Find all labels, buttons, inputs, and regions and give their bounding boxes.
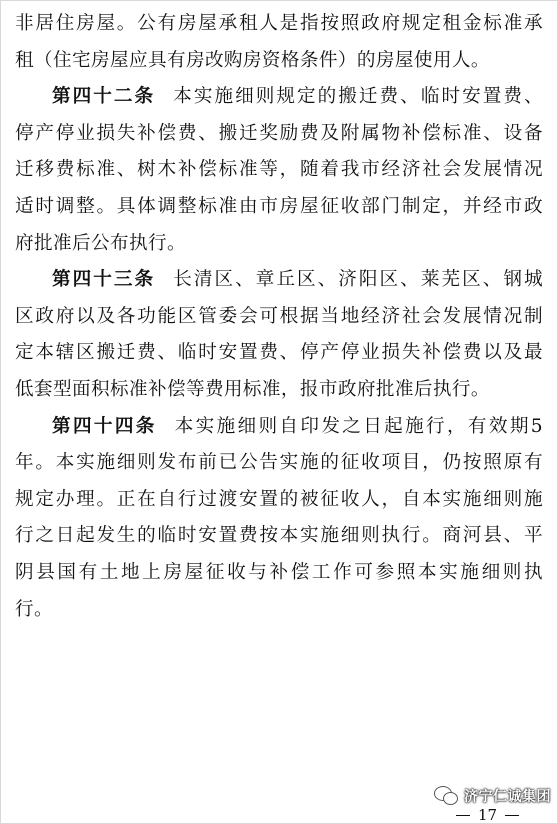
- text-line: 适时调整。具体调整标准由市房屋征收部门制定，并经市政: [15, 195, 543, 217]
- text-line: 行之日起发生的临时安置费按本实施细则执行。商河县、平: [15, 525, 543, 547]
- text-line: 行。: [15, 598, 53, 620]
- article-44-line: [15, 409, 543, 446]
- document-body: [15, 6, 543, 628]
- article-43-text: 长清区、章丘区、济阳区、莱芜区、钢城: [173, 269, 543, 291]
- article-42-line: [15, 79, 543, 116]
- watermark-text: 济宁仁诚集团: [464, 789, 551, 805]
- dash-left: [456, 815, 470, 816]
- wechat-icon: [434, 786, 458, 806]
- page-number: [456, 806, 519, 824]
- text-line: 府批准后公布执行。: [15, 232, 186, 254]
- text-line: 区政府以及各功能区管委会可根据当地经济社会发展情况制: [15, 305, 543, 327]
- article-43-label: 第四十三条: [52, 269, 156, 291]
- dash-right: [505, 815, 519, 816]
- wechat-watermark: [434, 786, 551, 806]
- text-line: 非居住房屋。公有房屋承租人是指按照政府规定租金标准承: [15, 13, 543, 34]
- text-line: 年。本实施细则发布前已公告实施的征收项目，仍按照原有: [15, 452, 543, 474]
- text-line: 定本辖区搬迁费、临时安置费、停产停业损失补偿费以及最: [15, 342, 543, 364]
- article-42-text: 本实施细则规定的搬迁费、临时安置费、: [173, 86, 543, 108]
- page-number-value: 17: [478, 806, 498, 824]
- text-line: 阴县国有土地上房屋征收与补偿工作可参照本实施细则执: [15, 561, 543, 583]
- text-line: 低套型面积标准补偿等费用标准，报市政府批准后执行。: [15, 378, 490, 400]
- article-44-label: 第四十四条: [52, 415, 157, 437]
- article-44-text: 本实施细则自印发之日起施行，有效期5: [174, 415, 543, 437]
- text-line: 迁移费标准、树木补偿标准等，随着我市经济社会发展情况: [15, 159, 543, 181]
- article-43-line: [15, 262, 543, 299]
- text-line: 规定办理。正在自行过渡安置的被征收人，自本实施细则施: [15, 488, 543, 510]
- article-42-label: 第四十二条: [52, 86, 156, 108]
- text-line: 租（住宅房屋应具有房改购房资格条件）的房屋使用人。: [15, 49, 490, 71]
- text-line: 停产停业损失补偿费、搬迁奖励费及附属物补偿标准、设备: [15, 122, 543, 144]
